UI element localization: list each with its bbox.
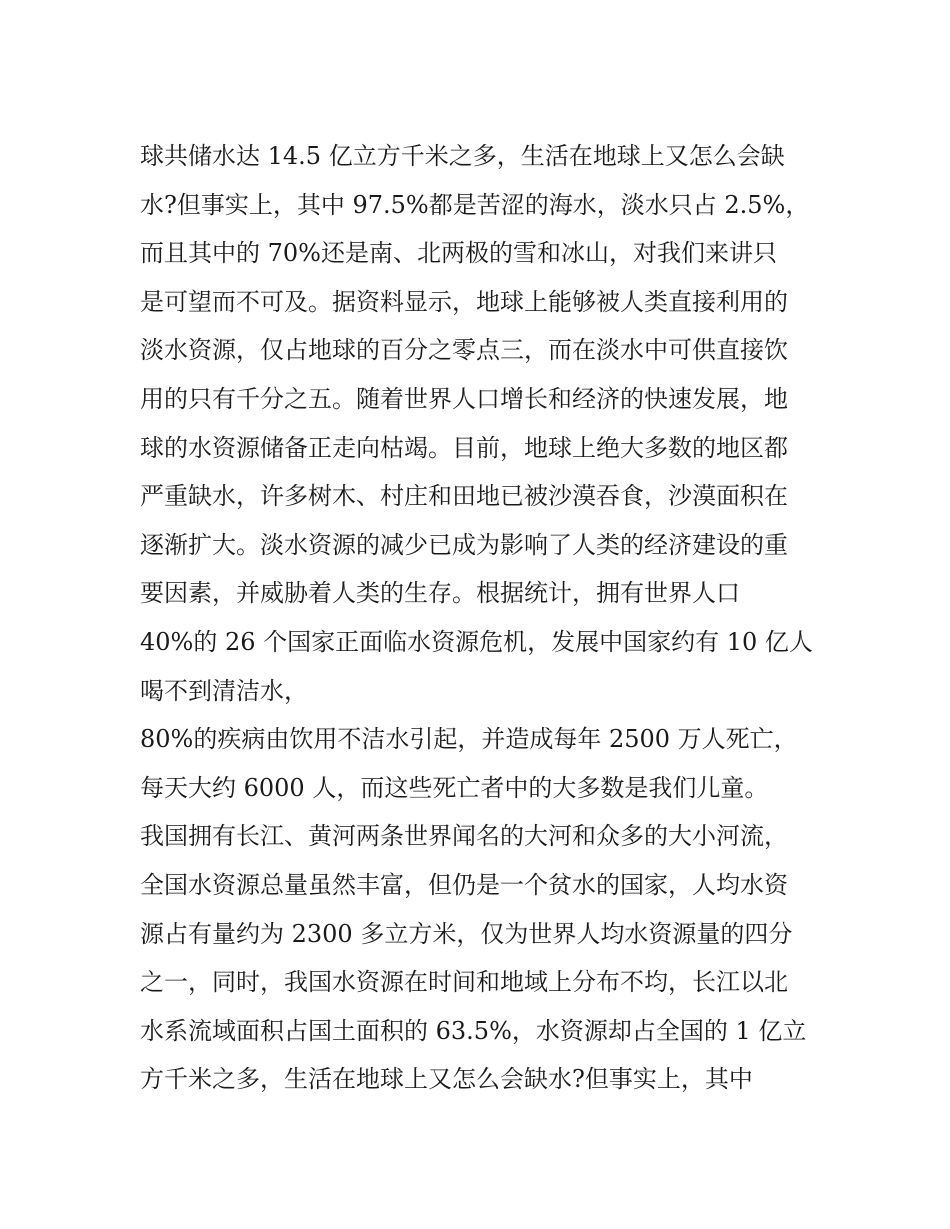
text-line: 严重缺水，许多树木、村庄和田地已被沙漠吞食，沙漠面积在 [140,482,788,511]
text-line: 球的水资源储备正走向枯竭。目前，地球上绝大多数的地区都 [140,433,788,462]
text-line: 每天大约 6000 人，而这些死亡者中的大多数是我们儿童。 [140,773,769,802]
text-line: 之一，同时，我国水资源在时间和地域上分布不均，长江以北 [140,968,788,997]
text-line: 全国水资源总量虽然丰富，但仍是一个贫水的国家，人均水资 [140,870,788,899]
text-line: 用的只有千分之五。随着世界人口增长和经济的快速发展，地 [140,384,788,413]
text-line: 水系流域面积占国土面积的 63.5%，水资源却占全国的 1 亿立 [140,1016,807,1045]
text-line: 逐渐扩大。淡水资源的减少已成为影响了人类的经济建设的重 [140,530,788,559]
text-line: 水?但事实上，其中 97.5%都是苦涩的海水，淡水只占 2.5%， [140,190,810,219]
text-line: 球共储水达 14.5 亿立方千米之多，生活在地球上又怎么会缺 [140,142,785,170]
body-text [140,132,830,1104]
text-line: 喝不到清洁水， [140,676,308,705]
text-line: 是可望而不可及。据资料显示，地球上能够被人类直接利用的 [140,287,788,316]
text-line: 40%的 26 个国家正面临水资源危机，发展中国家约有 10 亿人 [140,627,813,656]
text-line: 我国拥有长江、黄河两条世界闻名的大河和众多的大小河流， [140,822,788,851]
text-line: 80%的疾病由饮用不洁水引起，并造成每年 2500 万人死亡， [140,725,798,754]
text-line: 要因素，并威胁着人类的生存。根据统计，拥有世界人口 [140,579,740,608]
text-line: 而且其中的 70%还是南、北两极的雪和冰山，对我们来讲只 [140,239,777,268]
text-line: 方千米之多，生活在地球上又怎么会缺水?但事实上，其中 [140,1065,753,1094]
text-line: 源占有量约为 2300 多立方米，仅为世界人均水资源量的四分 [140,919,793,948]
text-line: 淡水资源，仅占地球的百分之零点三，而在淡水中可供直接饮 [140,336,788,365]
